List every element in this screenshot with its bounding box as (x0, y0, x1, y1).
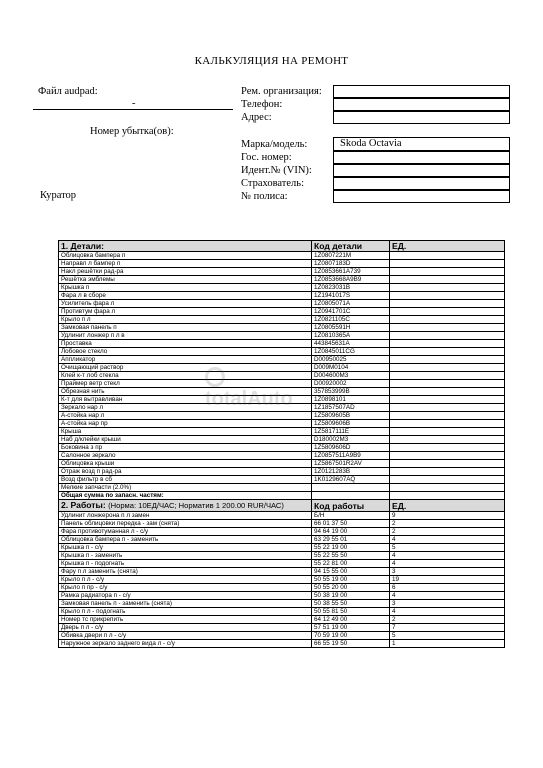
part-unit (390, 364, 505, 372)
parts-sum-unit (390, 492, 505, 500)
work-units: 4 (390, 608, 505, 616)
work-code: 55 22 55 50 (312, 552, 390, 560)
part-unit (390, 292, 505, 300)
vin-field[interactable] (333, 164, 510, 177)
part-name: Крыло п л (59, 316, 312, 324)
work-code: 50 55 19 00 (312, 576, 390, 584)
part-unit (390, 460, 505, 468)
parts-row (59, 412, 505, 420)
part-unit (390, 252, 505, 260)
works-row (59, 640, 505, 648)
part-unit (390, 324, 505, 332)
insurer-field[interactable] (333, 177, 510, 190)
part-unit (390, 340, 505, 348)
reg-number-label: Гос. номер: (241, 152, 292, 163)
work-units: 9 (390, 512, 505, 520)
address-field[interactable] (333, 111, 510, 124)
part-name: Проставка (59, 340, 312, 348)
part-name: Праймер ветр стекл (59, 380, 312, 388)
parts-row (59, 324, 505, 332)
parts-row (59, 484, 505, 492)
part-code: 1Z0805071A (312, 300, 390, 308)
part-code: 1Z1857507AD (312, 404, 390, 412)
work-code: 66 55 19 50 (312, 640, 390, 648)
make-model-label: Марка/модель: (241, 139, 308, 150)
part-unit (390, 436, 505, 444)
part-name: Решётка эмблемы (59, 276, 312, 284)
part-name: Зеркало нар л (59, 404, 312, 412)
parts-row (59, 420, 505, 428)
parts-row (59, 300, 505, 308)
part-code: D009M0104 (312, 364, 390, 372)
part-code: 1Z0807221M (312, 252, 390, 260)
page-title: КАЛЬКУЛЯЦИЯ НА РЕМОНТ (194, 55, 349, 67)
work-name: Облицовка бампера п - заменить (59, 536, 312, 544)
policy-label: № полиса: (241, 191, 288, 202)
work-name: Наружное зеркало заднего вида л - с/у (59, 640, 312, 648)
part-unit (390, 372, 505, 380)
part-name: Фара л в сборе (59, 292, 312, 300)
part-unit (390, 260, 505, 268)
work-code: 64 12 49 00 (312, 616, 390, 624)
work-code: 50 38 19 00 (312, 592, 390, 600)
work-name: Крыло п пр - с/у (59, 584, 312, 592)
work-code: 94 64 19 00 (312, 528, 390, 536)
part-name: Боковина з пр (59, 444, 312, 452)
part-name: Лобовое стекло (59, 348, 312, 356)
part-unit (390, 316, 505, 324)
part-name: Облицовка бампера п (59, 252, 312, 260)
work-units: 4 (390, 552, 505, 560)
part-code: 1Z0810365A (312, 332, 390, 340)
calculation-table (58, 240, 505, 648)
part-unit (390, 428, 505, 436)
watermark-logo: totalAuto (205, 365, 315, 391)
part-code: 1Z0121283B (312, 468, 390, 476)
work-name: Фара противотуманная л - с/у (59, 528, 312, 536)
repair-org-label: Рем. организация: (241, 86, 322, 97)
phone-field[interactable] (333, 98, 510, 111)
part-name: Крышка п (59, 284, 312, 292)
part-name: Накл решётки рад-ра (59, 268, 312, 276)
parts-row (59, 316, 505, 324)
part-name: Крыша (59, 428, 312, 436)
policy-field[interactable] (333, 190, 510, 203)
part-name: Клей к-т лоб стекла (59, 372, 312, 380)
work-name: Дверь п л - с/у (59, 624, 312, 632)
works-row (59, 528, 505, 536)
parts-row (59, 460, 505, 468)
part-name: А-стойка нар л (59, 412, 312, 420)
work-units: 6 (390, 584, 505, 592)
part-code: 1Z0898101 (312, 396, 390, 404)
part-name: Очищающий раствор (59, 364, 312, 372)
works-row (59, 632, 505, 640)
work-units: 2 (390, 616, 505, 624)
work-units: 1 (390, 640, 505, 648)
works-row (59, 616, 505, 624)
file-label: Файл audpad: (38, 86, 98, 97)
part-unit (390, 468, 505, 476)
parts-row (59, 284, 505, 292)
parts-header-name: 1. Детали: (59, 241, 312, 252)
work-code: 66 01 37 50 (312, 520, 390, 528)
parts-header-unit: ЕД. (390, 241, 505, 252)
part-code: 1Z0823031B (312, 284, 390, 292)
part-unit (390, 300, 505, 308)
works-row (59, 568, 505, 576)
part-code: 1Z5809605B (312, 412, 390, 420)
works-row (59, 600, 505, 608)
work-code: 50 38 55 50 (312, 600, 390, 608)
works-header-norm: (Норма: 10ЕД/ЧАС; Норматив 1 200.00 RUR/ЧАС) (108, 501, 284, 510)
part-code: 1Z0853661A739 (312, 268, 390, 276)
work-units: 3 (390, 568, 505, 576)
reg-number-field[interactable] (333, 151, 510, 164)
part-unit (390, 412, 505, 420)
parts-row (59, 476, 505, 484)
part-unit (390, 388, 505, 396)
part-name: Наб д/клейки крыши (59, 436, 312, 444)
works-header-unit: ЕД. (390, 500, 505, 512)
work-units: 2 (390, 520, 505, 528)
part-unit (390, 284, 505, 292)
parts-row (59, 292, 505, 300)
part-code: 1Z5809606B (312, 420, 390, 428)
works-row (59, 520, 505, 528)
parts-sum-row (59, 492, 505, 500)
part-name: Удлинит лонжер п л в (59, 332, 312, 340)
part-code: 1Z0805591H (312, 324, 390, 332)
part-unit (390, 356, 505, 364)
part-code: 1Z0941701C (312, 308, 390, 316)
part-code: 1Z5867501R2AV (312, 460, 390, 468)
parts-row (59, 468, 505, 476)
part-unit (390, 452, 505, 460)
part-name: Мелкие запчасти (2.0%) (59, 484, 312, 492)
part-code (312, 484, 390, 492)
parts-header-code: Код детали (312, 241, 390, 252)
work-units: 5 (390, 632, 505, 640)
parts-row (59, 332, 505, 340)
file-dash: - (132, 98, 136, 109)
part-name: Отраж возд п рад-ра (59, 468, 312, 476)
part-unit (390, 308, 505, 316)
works-row (59, 608, 505, 616)
make-model-value: Skoda Octavia (340, 138, 402, 149)
works-row (59, 560, 505, 568)
work-code: 94 15 55 00 (312, 568, 390, 576)
parts-header-row (59, 241, 505, 252)
part-code: 357853999B (312, 388, 390, 396)
part-unit (390, 484, 505, 492)
part-name: Аппликатор (59, 356, 312, 364)
part-name: Усилитель фара л (59, 300, 312, 308)
address-label: Адрес: (241, 112, 272, 123)
work-name: Замковая панель п - заменить (снята) (59, 600, 312, 608)
part-code: D004600M3 (312, 372, 390, 380)
part-unit (390, 380, 505, 388)
work-name: Фару п л заменить (снята) (59, 568, 312, 576)
parts-row (59, 436, 505, 444)
work-units: 19 (390, 576, 505, 584)
parts-sum-code (312, 492, 390, 500)
parts-row (59, 308, 505, 316)
works-row (59, 584, 505, 592)
part-unit (390, 476, 505, 484)
work-units: 3 (390, 600, 505, 608)
part-code: 1Z0821105C (312, 316, 390, 324)
parts-row (59, 348, 505, 356)
works-row (59, 592, 505, 600)
part-name: Противтум фара л (59, 308, 312, 316)
work-code: 50 55 81 50 (312, 608, 390, 616)
part-name: Направл л бампер п (59, 260, 312, 268)
work-code: 55 22 81 00 (312, 560, 390, 568)
curator-label: Куратор (40, 190, 77, 201)
parts-row (59, 444, 505, 452)
part-unit (390, 396, 505, 404)
work-name: Крыло п л - с/у (59, 576, 312, 584)
work-code: 50 55 20 00 (312, 584, 390, 592)
part-unit (390, 348, 505, 356)
part-code: 1Z0845011CG (312, 348, 390, 356)
parts-row (59, 252, 505, 260)
parts-row (59, 452, 505, 460)
part-code: 1K0129607AQ (312, 476, 390, 484)
part-name: Салонное зеркало (59, 452, 312, 460)
part-code: D00950025 (312, 356, 390, 364)
file-underline (33, 109, 233, 110)
work-units: 2 (390, 528, 505, 536)
work-units: 5 (390, 544, 505, 552)
part-name: Облицовка крыши (59, 460, 312, 468)
phone-label: Телефон: (241, 99, 283, 110)
part-name: Обрезная нить (59, 388, 312, 396)
parts-sum-label: Общая сумма по запасн. частям: (59, 492, 312, 500)
parts-row (59, 276, 505, 284)
part-code: 443845631A (312, 340, 390, 348)
part-name: А-стойка нар пр (59, 420, 312, 428)
part-code: 1Z0807183D (312, 260, 390, 268)
works-row (59, 512, 505, 520)
work-name: Рамка радиатора п - с/у (59, 592, 312, 600)
part-code: 1Z5809606D (312, 444, 390, 452)
work-units: 7 (390, 624, 505, 632)
work-code: 55 22 19 00 (312, 544, 390, 552)
works-header-code: Код работы (312, 500, 390, 512)
work-name: Крышка п - с/у (59, 544, 312, 552)
work-code: 63 29 55 01 (312, 536, 390, 544)
works-row (59, 576, 505, 584)
parts-row (59, 340, 505, 348)
part-unit (390, 420, 505, 428)
work-code: 57 51 19 00 (312, 624, 390, 632)
works-header-row (59, 500, 505, 512)
works-row (59, 544, 505, 552)
parts-row (59, 268, 505, 276)
works-header-title: 2. Работы: (61, 500, 109, 510)
vin-label: Идент.№ (VIN): (241, 165, 312, 176)
part-unit (390, 276, 505, 284)
part-unit (390, 444, 505, 452)
work-name: Крышка п - заменить (59, 552, 312, 560)
part-unit (390, 404, 505, 412)
part-code: 1Z5817111E (312, 428, 390, 436)
part-name: Замковая панель п (59, 324, 312, 332)
work-units: 4 (390, 560, 505, 568)
works-row (59, 624, 505, 632)
parts-row (59, 260, 505, 268)
part-code: 1Z0857511A9B9 (312, 452, 390, 460)
make-model-field[interactable] (333, 137, 510, 151)
part-name: К-т для вытравливан (59, 396, 312, 404)
insurer-label: Страхователь: (241, 178, 304, 189)
works-row (59, 536, 505, 544)
part-code: D00920002 (312, 380, 390, 388)
part-code: 1Z1941017S (312, 292, 390, 300)
work-name: Панель облицовки передка - зам (снята) (59, 520, 312, 528)
works-header-name (59, 500, 312, 512)
work-units: 4 (390, 592, 505, 600)
work-name: Удлинит лонжерона п л замен (59, 512, 312, 520)
part-unit (390, 268, 505, 276)
part-code: 1Z0853668A9B9 (312, 276, 390, 284)
work-name: Номер тс прикрепить (59, 616, 312, 624)
work-name: Обивка двери п л - с/у (59, 632, 312, 640)
parts-row (59, 356, 505, 364)
part-code: D180002M3 (312, 436, 390, 444)
part-name: Возд фильтр в сб (59, 476, 312, 484)
damage-number-label: Номер убытка(ов): (90, 126, 174, 137)
parts-row (59, 428, 505, 436)
part-unit (390, 332, 505, 340)
works-row (59, 552, 505, 560)
repair-org-field[interactable] (333, 85, 510, 98)
work-code: Б/Н (312, 512, 390, 520)
work-name: Крыло п л - подогнать (59, 608, 312, 616)
work-name: Крышка п - подогнать (59, 560, 312, 568)
work-units: 4 (390, 536, 505, 544)
work-code: 70 59 19 00 (312, 632, 390, 640)
